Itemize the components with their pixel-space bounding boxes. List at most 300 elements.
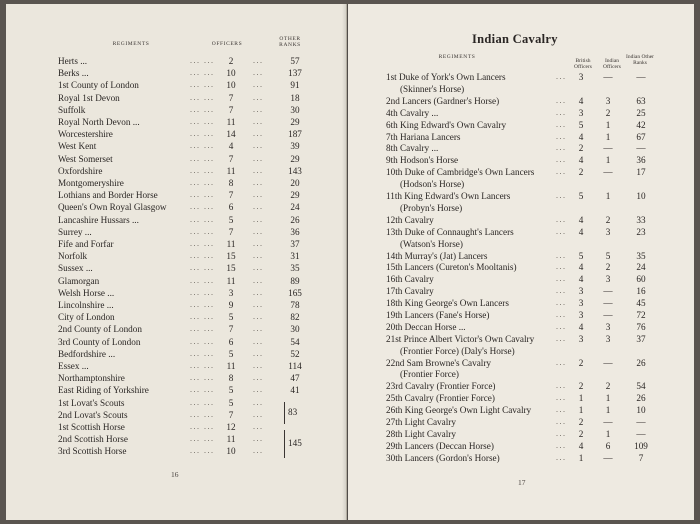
regiment-name: City of London bbox=[58, 312, 115, 323]
regiment-name: 1st Duke of York's Own Lancers bbox=[386, 72, 506, 82]
regiment-name: 12th Cavalry bbox=[386, 214, 434, 225]
leader-dots: ... bbox=[556, 119, 567, 129]
officers-value: 7 bbox=[228, 226, 234, 237]
regiment-name: Welsh Horse ... bbox=[58, 287, 115, 298]
leader-dots: ... bbox=[556, 250, 567, 260]
leader-dots: ... bbox=[253, 190, 264, 200]
leader-dots: ... bbox=[556, 405, 567, 415]
indian-officers-value: — bbox=[603, 417, 613, 428]
right-page bbox=[348, 4, 694, 520]
regiment-name: Herts ... bbox=[58, 56, 88, 66]
table-row bbox=[58, 79, 310, 91]
table-row bbox=[58, 445, 310, 457]
other-ranks-header: OTHER RANKS bbox=[279, 36, 301, 48]
british-officers-value: 1 bbox=[578, 452, 584, 463]
leader-dots: ... bbox=[556, 107, 567, 117]
leader-dots: ... ... bbox=[190, 202, 215, 212]
table-row bbox=[58, 250, 310, 262]
leader-dots: ... bbox=[253, 446, 264, 456]
leader-dots: ... bbox=[556, 143, 567, 153]
leader-dots: ... ... bbox=[190, 446, 215, 456]
officers-header: OFFICERS bbox=[211, 41, 243, 47]
regiment-name: 8th Cavalry ... bbox=[386, 143, 439, 154]
table-row bbox=[58, 55, 310, 67]
regiment-name: 3rd County of London bbox=[58, 336, 141, 347]
leader-dots: ... bbox=[253, 178, 264, 187]
leader-dots: ... bbox=[556, 417, 567, 427]
regiment-name: 1st Scottish Horse bbox=[58, 422, 125, 432]
indian-other-ranks-value: 63 bbox=[636, 95, 646, 106]
british-officers-value: 4 bbox=[578, 274, 584, 285]
british-officers-value: 2 bbox=[578, 381, 584, 392]
leader-dots: ... bbox=[556, 310, 567, 319]
leader-dots: ... bbox=[253, 422, 264, 431]
leader-dots: ... bbox=[556, 286, 567, 296]
leader-dots: ... ... bbox=[190, 361, 215, 370]
regiments-header: REGIMENTS bbox=[112, 41, 150, 47]
indian-other-ranks-value: 36 bbox=[636, 155, 646, 166]
left-page-number: 16 bbox=[171, 470, 179, 479]
officers-value: 10 bbox=[226, 446, 236, 457]
british-officers-value: 4 bbox=[578, 214, 584, 225]
regiment-name: Norfolk bbox=[58, 251, 88, 262]
indian-officers-value: 3 bbox=[605, 274, 611, 285]
table-row bbox=[386, 190, 686, 213]
leader-dots: ... ... bbox=[190, 422, 215, 431]
regiment-name: 27th Light Cavalry bbox=[386, 417, 456, 428]
officers-value: 11 bbox=[226, 239, 236, 249]
table-row bbox=[58, 372, 310, 384]
lovat-total: 83 bbox=[288, 407, 298, 417]
leader-dots: ... bbox=[556, 262, 567, 272]
officers-value: 11 bbox=[226, 275, 236, 286]
officers-value: 2 bbox=[228, 56, 234, 66]
leader-dots: ... bbox=[556, 393, 567, 403]
leader-dots: ... ... bbox=[190, 324, 215, 334]
leader-dots: ... ... bbox=[190, 239, 215, 248]
leader-dots: ... bbox=[556, 381, 567, 391]
indian-officers-value: 6 bbox=[605, 440, 611, 451]
leader-dots: ... bbox=[253, 263, 264, 273]
british-officers-value: 5 bbox=[578, 191, 584, 201]
table-row bbox=[58, 397, 310, 409]
leader-dots: ... ... bbox=[190, 165, 215, 175]
leader-dots: ... ... bbox=[190, 178, 215, 187]
leader-dots: ... bbox=[556, 298, 567, 308]
leader-dots: ... bbox=[556, 226, 567, 236]
indian-other-ranks-value: 35 bbox=[636, 250, 646, 261]
table-row bbox=[58, 336, 310, 348]
other-ranks-value: 57 bbox=[290, 56, 300, 66]
leader-dots: ... bbox=[253, 80, 264, 90]
leader-dots: ... bbox=[556, 214, 567, 224]
leader-dots: ... bbox=[253, 409, 264, 419]
officers-value: 7 bbox=[228, 92, 234, 103]
table-row bbox=[58, 153, 310, 165]
leader-dots: ... bbox=[253, 104, 264, 114]
regiment-subname: (Frontier Force) (Daly's Horse) bbox=[400, 345, 515, 356]
indian-officers-value: 1 bbox=[605, 393, 611, 404]
indian-other-ranks-value: — bbox=[636, 429, 646, 439]
regiment-name: 2nd Lancers (Gardner's Horse) bbox=[386, 95, 500, 106]
leader-dots: ... bbox=[253, 239, 264, 248]
officers-value: 8 bbox=[228, 373, 234, 384]
table-row bbox=[58, 287, 310, 299]
other-ranks-value: 143 bbox=[288, 165, 302, 176]
regiment-name: 2nd Scottish Horse bbox=[58, 434, 128, 445]
regiment-name: Lincolnshire ... bbox=[58, 300, 114, 310]
leader-dots: ... ... bbox=[190, 214, 215, 224]
regiment-subname: (Skinner's Horse) bbox=[400, 83, 465, 94]
leader-dots: ... ... bbox=[190, 153, 215, 163]
other-ranks-value: 165 bbox=[288, 287, 302, 298]
indian-officers-value: 1 bbox=[605, 191, 611, 201]
regiment-name: Glamorgan bbox=[58, 275, 100, 286]
leader-dots: ... bbox=[556, 191, 567, 200]
indian-officers-value: 1 bbox=[605, 119, 611, 130]
leader-dots: ... bbox=[253, 68, 264, 78]
regiment-name: 17th Cavalry bbox=[386, 286, 434, 297]
british-officers-value: 5 bbox=[578, 119, 584, 130]
leader-dots: ... bbox=[556, 167, 567, 177]
regiment-name: 3rd Scottish Horse bbox=[58, 446, 127, 457]
regiment-name: West Somerset bbox=[58, 153, 113, 164]
british-officers-value: 2 bbox=[578, 357, 584, 368]
table-row bbox=[386, 392, 686, 404]
other-ranks-value: 89 bbox=[290, 275, 300, 286]
scottish-bracket bbox=[284, 430, 285, 458]
leader-dots: ... bbox=[253, 251, 264, 261]
table-row bbox=[58, 409, 310, 421]
indian-officers-value: — bbox=[603, 143, 613, 154]
regiment-name: 11th King Edward's Own Lancers bbox=[386, 191, 511, 201]
leader-dots: ... bbox=[556, 429, 567, 438]
regiment-name: 25th Cavalry (Frontier Force) bbox=[386, 393, 495, 404]
regiment-name: 22nd Sam Browne's Cavalry bbox=[386, 357, 492, 368]
leader-dots: ... ... bbox=[190, 263, 215, 273]
leader-dots: ... bbox=[556, 95, 567, 105]
regiment-name: 30th Lancers (Gordon's Horse) bbox=[386, 452, 500, 463]
table-row bbox=[386, 154, 686, 166]
regiment-name: 16th Cavalry bbox=[386, 274, 434, 285]
indian-officers-value: 1 bbox=[605, 405, 611, 416]
leader-dots: ... bbox=[253, 336, 264, 346]
right-page-number: 17 bbox=[518, 478, 526, 487]
leader-dots: ... ... bbox=[190, 348, 215, 358]
table-row bbox=[386, 250, 686, 262]
indian-other-ranks-value: 24 bbox=[636, 262, 646, 273]
table-row bbox=[386, 380, 686, 392]
other-ranks-value: 37 bbox=[290, 239, 300, 249]
table-row bbox=[58, 189, 310, 201]
table-row bbox=[58, 140, 310, 152]
table-row bbox=[386, 142, 686, 154]
british-officers-value: 3 bbox=[578, 333, 584, 344]
british-officers-value: 1 bbox=[578, 393, 584, 404]
regiment-name: Essex ... bbox=[58, 361, 89, 371]
indian-officers-header: Indian Officers bbox=[603, 58, 621, 70]
officers-value: 5 bbox=[228, 397, 234, 408]
leader-dots: ... bbox=[253, 312, 264, 322]
other-ranks-value: 20 bbox=[290, 178, 300, 188]
leader-dots: ... bbox=[253, 153, 264, 163]
officers-value: 7 bbox=[228, 153, 234, 164]
left-page bbox=[6, 4, 347, 520]
british-officers-value: 4 bbox=[578, 262, 584, 273]
other-ranks-value: 31 bbox=[290, 251, 300, 262]
leader-dots: ... ... bbox=[190, 397, 215, 407]
other-ranks-value: 137 bbox=[288, 68, 302, 79]
indian-other-ranks-value: — bbox=[636, 72, 646, 82]
leader-dots: ... bbox=[253, 129, 264, 139]
regiment-name: 13th Duke of Connaught's Lancers bbox=[386, 226, 514, 237]
indian-officers-value: 3 bbox=[605, 321, 611, 332]
other-ranks-value: 30 bbox=[290, 324, 300, 335]
table-row bbox=[58, 348, 310, 360]
other-ranks-value: 54 bbox=[290, 336, 300, 347]
leader-dots: ... ... bbox=[190, 434, 215, 444]
officers-value: 11 bbox=[226, 361, 236, 371]
other-ranks-value: 47 bbox=[290, 373, 300, 384]
regiment-name: 20th Deccan Horse ... bbox=[386, 321, 466, 332]
leader-dots: ... bbox=[556, 440, 567, 450]
leader-dots: ... bbox=[253, 117, 264, 126]
other-ranks-value: 114 bbox=[288, 361, 302, 371]
indian-other-ranks-value: 67 bbox=[636, 131, 646, 142]
indian-other-ranks-value: 33 bbox=[636, 214, 646, 225]
regiment-name: East Riding of Yorkshire bbox=[58, 385, 149, 396]
table-row bbox=[58, 165, 310, 177]
leader-dots: ... bbox=[253, 397, 264, 407]
other-ranks-value: 18 bbox=[290, 92, 300, 103]
indian-officers-value: — bbox=[603, 167, 613, 178]
leader-dots: ... ... bbox=[190, 80, 215, 90]
officers-value: 11 bbox=[226, 434, 236, 445]
officers-value: 7 bbox=[228, 104, 234, 115]
regiment-name: 10th Duke of Cambridge's Own Lancers bbox=[386, 167, 535, 178]
table-row bbox=[386, 440, 686, 452]
british-officers-value: 4 bbox=[578, 131, 584, 142]
table-row bbox=[386, 71, 686, 94]
regiment-name: 2nd Lovat's Scouts bbox=[58, 409, 128, 420]
leader-dots: ... bbox=[556, 357, 567, 367]
british-officers-value: 3 bbox=[578, 310, 584, 320]
leader-dots: ... ... bbox=[190, 312, 215, 322]
table-row bbox=[386, 416, 686, 428]
table-row bbox=[386, 119, 686, 131]
british-officers-value: 3 bbox=[578, 72, 584, 82]
indian-other-ranks-value: 23 bbox=[636, 226, 646, 237]
indian-officers-value: 3 bbox=[605, 95, 611, 106]
british-officers-value: 4 bbox=[578, 440, 584, 451]
leader-dots: ... ... bbox=[190, 141, 215, 151]
regiment-name: Surrey ... bbox=[58, 226, 92, 237]
table-row bbox=[58, 92, 310, 104]
indian-officers-value: 3 bbox=[605, 226, 611, 237]
lovat-bracket bbox=[284, 402, 285, 424]
regiments-header-right: REGIMENTS bbox=[438, 54, 476, 60]
leader-dots: ... bbox=[556, 333, 567, 343]
table-row bbox=[58, 201, 310, 213]
officers-value: 6 bbox=[228, 202, 234, 213]
british-officers-value: 3 bbox=[578, 107, 584, 118]
table-row bbox=[58, 128, 310, 140]
scottish-total: 145 bbox=[288, 438, 302, 448]
regiment-name: 28th Light Cavalry bbox=[386, 429, 456, 439]
indian-officers-value: — bbox=[603, 298, 613, 309]
regiment-name: Berks ... bbox=[58, 68, 89, 79]
leader-dots: ... ... bbox=[190, 226, 215, 236]
regiment-name: 15th Lancers (Cureton's Mooltanis) bbox=[386, 262, 517, 273]
regiment-subname: (Frontier Force) bbox=[400, 369, 459, 380]
leader-dots: ... ... bbox=[190, 56, 215, 65]
table-row bbox=[386, 226, 686, 249]
officers-value: 11 bbox=[226, 117, 236, 127]
regiment-name: Northamptonshire bbox=[58, 373, 125, 384]
table-row bbox=[386, 404, 686, 416]
leader-dots: ... ... bbox=[190, 287, 215, 297]
indian-other-ranks-value: 26 bbox=[636, 393, 646, 404]
table-row bbox=[58, 262, 310, 274]
table-row bbox=[386, 166, 686, 190]
leader-dots: ... bbox=[556, 72, 567, 81]
indian-officers-value: 2 bbox=[605, 262, 611, 273]
regiment-name: Royal 1st Devon bbox=[58, 92, 120, 103]
british-officers-value: 3 bbox=[578, 286, 584, 297]
indian-other-ranks-value: 60 bbox=[636, 274, 646, 285]
regiment-name: Queen's Own Royal Glasgow bbox=[58, 202, 167, 213]
indian-other-ranks-value: 25 bbox=[636, 107, 646, 118]
indian-officers-value: 2 bbox=[605, 107, 611, 118]
officers-value: 7 bbox=[228, 409, 234, 420]
other-ranks-value: 39 bbox=[290, 141, 300, 152]
table-row bbox=[58, 299, 310, 311]
leader-dots: ... bbox=[253, 348, 264, 358]
officers-value: 5 bbox=[228, 312, 234, 323]
table-row bbox=[386, 273, 686, 285]
officers-value: 11 bbox=[226, 165, 236, 176]
leader-dots: ... ... bbox=[190, 104, 215, 114]
indian-officers-value: — bbox=[603, 357, 613, 368]
regiment-name: 6th King Edward's Own Cavalry bbox=[386, 119, 507, 130]
regiment-name: Sussex ... bbox=[58, 263, 93, 274]
table-row bbox=[386, 95, 686, 107]
table-row bbox=[58, 275, 310, 287]
regiment-name: Oxfordshire bbox=[58, 165, 103, 176]
other-ranks-value: 26 bbox=[290, 214, 300, 225]
regiment-name: 4th Cavalry ... bbox=[386, 107, 439, 118]
leader-dots: ... bbox=[253, 434, 264, 444]
british-officers-value: 1 bbox=[578, 405, 584, 416]
table-row bbox=[58, 214, 310, 226]
regiment-name: 14th Murray's (Jat) Lancers bbox=[386, 250, 488, 261]
regiment-name: 2nd County of London bbox=[58, 324, 142, 335]
regiment-name: 26th King George's Own Light Cavalry bbox=[386, 405, 532, 416]
regiment-name: Worcestershire bbox=[58, 129, 113, 140]
other-ranks-value: 41 bbox=[290, 385, 300, 396]
leader-dots: ... bbox=[253, 287, 264, 297]
leader-dots: ... bbox=[253, 56, 264, 65]
leader-dots: ... bbox=[253, 373, 264, 383]
british-officers-value: 2 bbox=[578, 429, 584, 439]
indian-officers-value: — bbox=[603, 452, 613, 463]
other-ranks-value: 52 bbox=[290, 348, 300, 359]
table-row bbox=[386, 452, 686, 464]
officers-value: 10 bbox=[226, 80, 236, 91]
regiment-name: Fife and Forfar bbox=[58, 239, 114, 249]
other-ranks-value: 35 bbox=[290, 263, 300, 274]
other-ranks-value: 30 bbox=[290, 104, 300, 115]
officers-value: 7 bbox=[228, 324, 234, 335]
leader-dots: ... bbox=[253, 324, 264, 334]
table-row bbox=[58, 360, 310, 372]
regiment-name: 18th King George's Own Lancers bbox=[386, 298, 509, 309]
leader-dots: ... bbox=[556, 321, 567, 331]
leader-dots: ... ... bbox=[190, 275, 215, 285]
table-row bbox=[386, 297, 686, 309]
indian-other-ranks-value: 16 bbox=[636, 286, 646, 297]
indian-officers-value: 1 bbox=[605, 429, 611, 439]
indian-other-ranks-value: 17 bbox=[636, 167, 646, 178]
regiment-name: 29th Lancers (Deccan Horse) bbox=[386, 440, 494, 451]
table-row bbox=[386, 309, 686, 321]
table-row bbox=[386, 261, 686, 273]
regiment-name: 21st Prince Albert Victor's Own Cavalry bbox=[386, 333, 535, 344]
british-officers-value: 4 bbox=[578, 95, 584, 106]
leader-dots: ... bbox=[253, 202, 264, 212]
british-officers-value: 4 bbox=[578, 226, 584, 237]
other-ranks-value: 78 bbox=[290, 300, 300, 310]
indian-other-ranks-value: — bbox=[636, 143, 646, 154]
table-row bbox=[386, 285, 686, 297]
table-row bbox=[386, 107, 686, 119]
leader-dots: ... bbox=[556, 155, 567, 165]
regiment-subname: (Watson's Horse) bbox=[400, 238, 463, 249]
british-officers-value: 2 bbox=[578, 167, 584, 178]
indian-officers-value: 2 bbox=[605, 381, 611, 392]
table-row bbox=[58, 323, 310, 335]
indian-officers-value: 2 bbox=[605, 214, 611, 225]
table-row bbox=[386, 357, 686, 380]
regiment-name: 7th Hariana Lancers bbox=[386, 131, 461, 142]
indian-officers-value: 1 bbox=[605, 131, 611, 142]
indian-other-ranks-value: 72 bbox=[636, 310, 646, 320]
leader-dots: ... bbox=[253, 361, 264, 370]
leader-dots: ... ... bbox=[190, 300, 215, 309]
indian-other-ranks-value: 54 bbox=[636, 381, 646, 392]
officers-value: 5 bbox=[228, 348, 234, 359]
leader-dots: ... ... bbox=[190, 68, 215, 78]
other-ranks-value: 24 bbox=[290, 202, 300, 213]
indian-other-ranks-value: 7 bbox=[638, 452, 644, 463]
leader-dots: ... bbox=[556, 452, 567, 462]
indian-officers-value: 3 bbox=[605, 333, 611, 344]
officers-value: 10 bbox=[226, 68, 236, 79]
indian-officers-value: — bbox=[603, 286, 613, 297]
other-ranks-value: 82 bbox=[290, 312, 300, 323]
leader-dots: ... ... bbox=[190, 373, 215, 383]
leader-dots: ... ... bbox=[190, 117, 215, 126]
regiment-name: Suffolk bbox=[58, 104, 86, 115]
officers-value: 15 bbox=[226, 251, 236, 262]
officers-value: 5 bbox=[228, 214, 234, 225]
leader-dots: ... ... bbox=[190, 129, 215, 139]
officers-value: 5 bbox=[228, 385, 234, 396]
british-officers-value: 2 bbox=[578, 143, 584, 154]
regiment-name: 19th Lancers (Fane's Horse) bbox=[386, 310, 490, 320]
leader-dots: ... bbox=[253, 300, 264, 309]
table-row bbox=[386, 131, 686, 143]
